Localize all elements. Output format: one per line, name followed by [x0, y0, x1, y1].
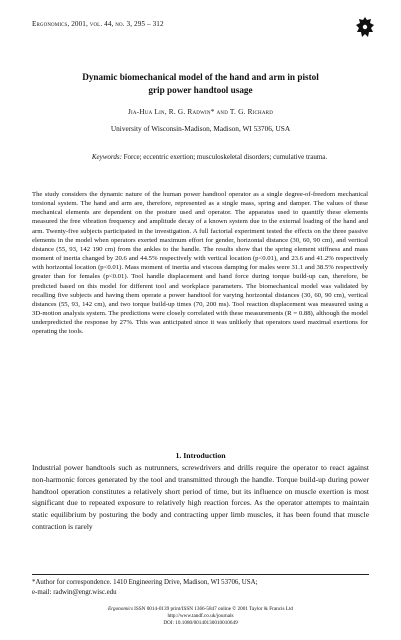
- issn-copyright: ISSN 0014-0139 print/ISSN 1366-5847 online © 2001 Taylor & Francis Ltd: [134, 606, 293, 612]
- paper-title-line-1: Dynamic biomechanical model of the hand and arm in pistol: [82, 72, 319, 82]
- doi: DOI: 10.1080/00140130010010649: [163, 620, 238, 626]
- author-list: Jia-Hua Lin, R. G. Radwin* and T. G. Richard: [127, 107, 274, 116]
- paper-title-line-2: grip power handtool usage: [148, 84, 253, 95]
- correspondence-footnote: [32, 578, 369, 598]
- keywords: [62, 152, 357, 163]
- section-heading-introduction: 1. Introduction: [175, 451, 226, 460]
- journal-citation: Ergonomics, 2001, vol. 44, no. 3, 295 – 312: [32, 20, 164, 28]
- introduction-text: Industrial power handtools such as nutrunners, screwdrivers and drills require the operator to react against non-harmonic forces generated by the tool and transmitted through the handle. Torque build-up during power handtool operation constitutes a relatively short period of time, but its influence on muscle exertion is most significant due to repeated exposure to relatively high reaction forces. As the operator attempts to maintain static equilibrium by posturing the body and contracting upper limb muscles, it has been found that muscle contraction is rarely: [32, 463, 369, 531]
- paper-title: [20, 71, 381, 96]
- footnote-line-1: *Author for correspondence. 1410 Engineering Drive, Madison, WI 53706, USA;: [32, 579, 258, 586]
- footnote-divider: [32, 574, 369, 575]
- publication-info: [20, 606, 381, 627]
- keywords-label: Keywords:: [91, 153, 122, 161]
- publication-issn-line: [20, 606, 381, 613]
- abstract: The study considers the dynamic nature of the human power handtool operator as a single degree-of-freedom mechanical torsional system. The hand and arm are, therefore, represented as a single mass, spring and damper. The values of these mechanical elements are dependent on the posture used and operator. The apparatus used to quantify these elements measured the free vibration frequency and amplitude decay of a known system due to the external loading of the hand and arm. Twenty-five subjects participated in the investigation. A full factorial experiment tested the effects on the three passive elements in the model when operators exerted maximum effort for gender, horizontal distance (30, 60, 90 cm), and vertical distance (55, 93, 142 190 cm) from the ankles to the handle. The results show that the spring element stiffness and mass moment of inertia changed by 20.6 and 44.5% respectively with vertical location (p<0.01), and 23.6 and 41.2% respectively with horizontal location (p<0.01). Mass moment of inertia and viscous damping for males were 31.1 and 38.5% respectively greater than for females (p<0.01). Tool handle displacement and hand force during torque build-up can, therefore, be predicted based on this model for different tool and workplace parameters. The biomechanical model was validated by recalling five subjects and having them operate a power handtool for varying horizontal distances (30, 60, 90 cm), vertical distances (55, 93, 142 cm), and two torque build-up times (70, 200 ms). Tool reaction displacement was measured using a 3D-motion analysis system. The predictions were closely correlated with these measurements (R = 0.88), although the model underpredicted the response by 27%. This was anticipated since it was unlikely that operators used maximal exertions for operating the tools.: [32, 191, 368, 336]
- journal-name: Ergonomics: [107, 606, 133, 612]
- footnote-email: e-mail: radwin@engr.wisc.edu: [32, 588, 117, 596]
- publisher-logo-icon: [355, 16, 375, 40]
- affiliation: University of Wisconsin-Madison, Madison, WI 53706, USA: [110, 124, 291, 133]
- keywords-text: Force; eccentric exertion; musculoskeletal disorders; cumulative trauma.: [123, 153, 328, 161]
- journal-url[interactable]: http://www.tandf.co.uk/journals: [167, 613, 234, 619]
